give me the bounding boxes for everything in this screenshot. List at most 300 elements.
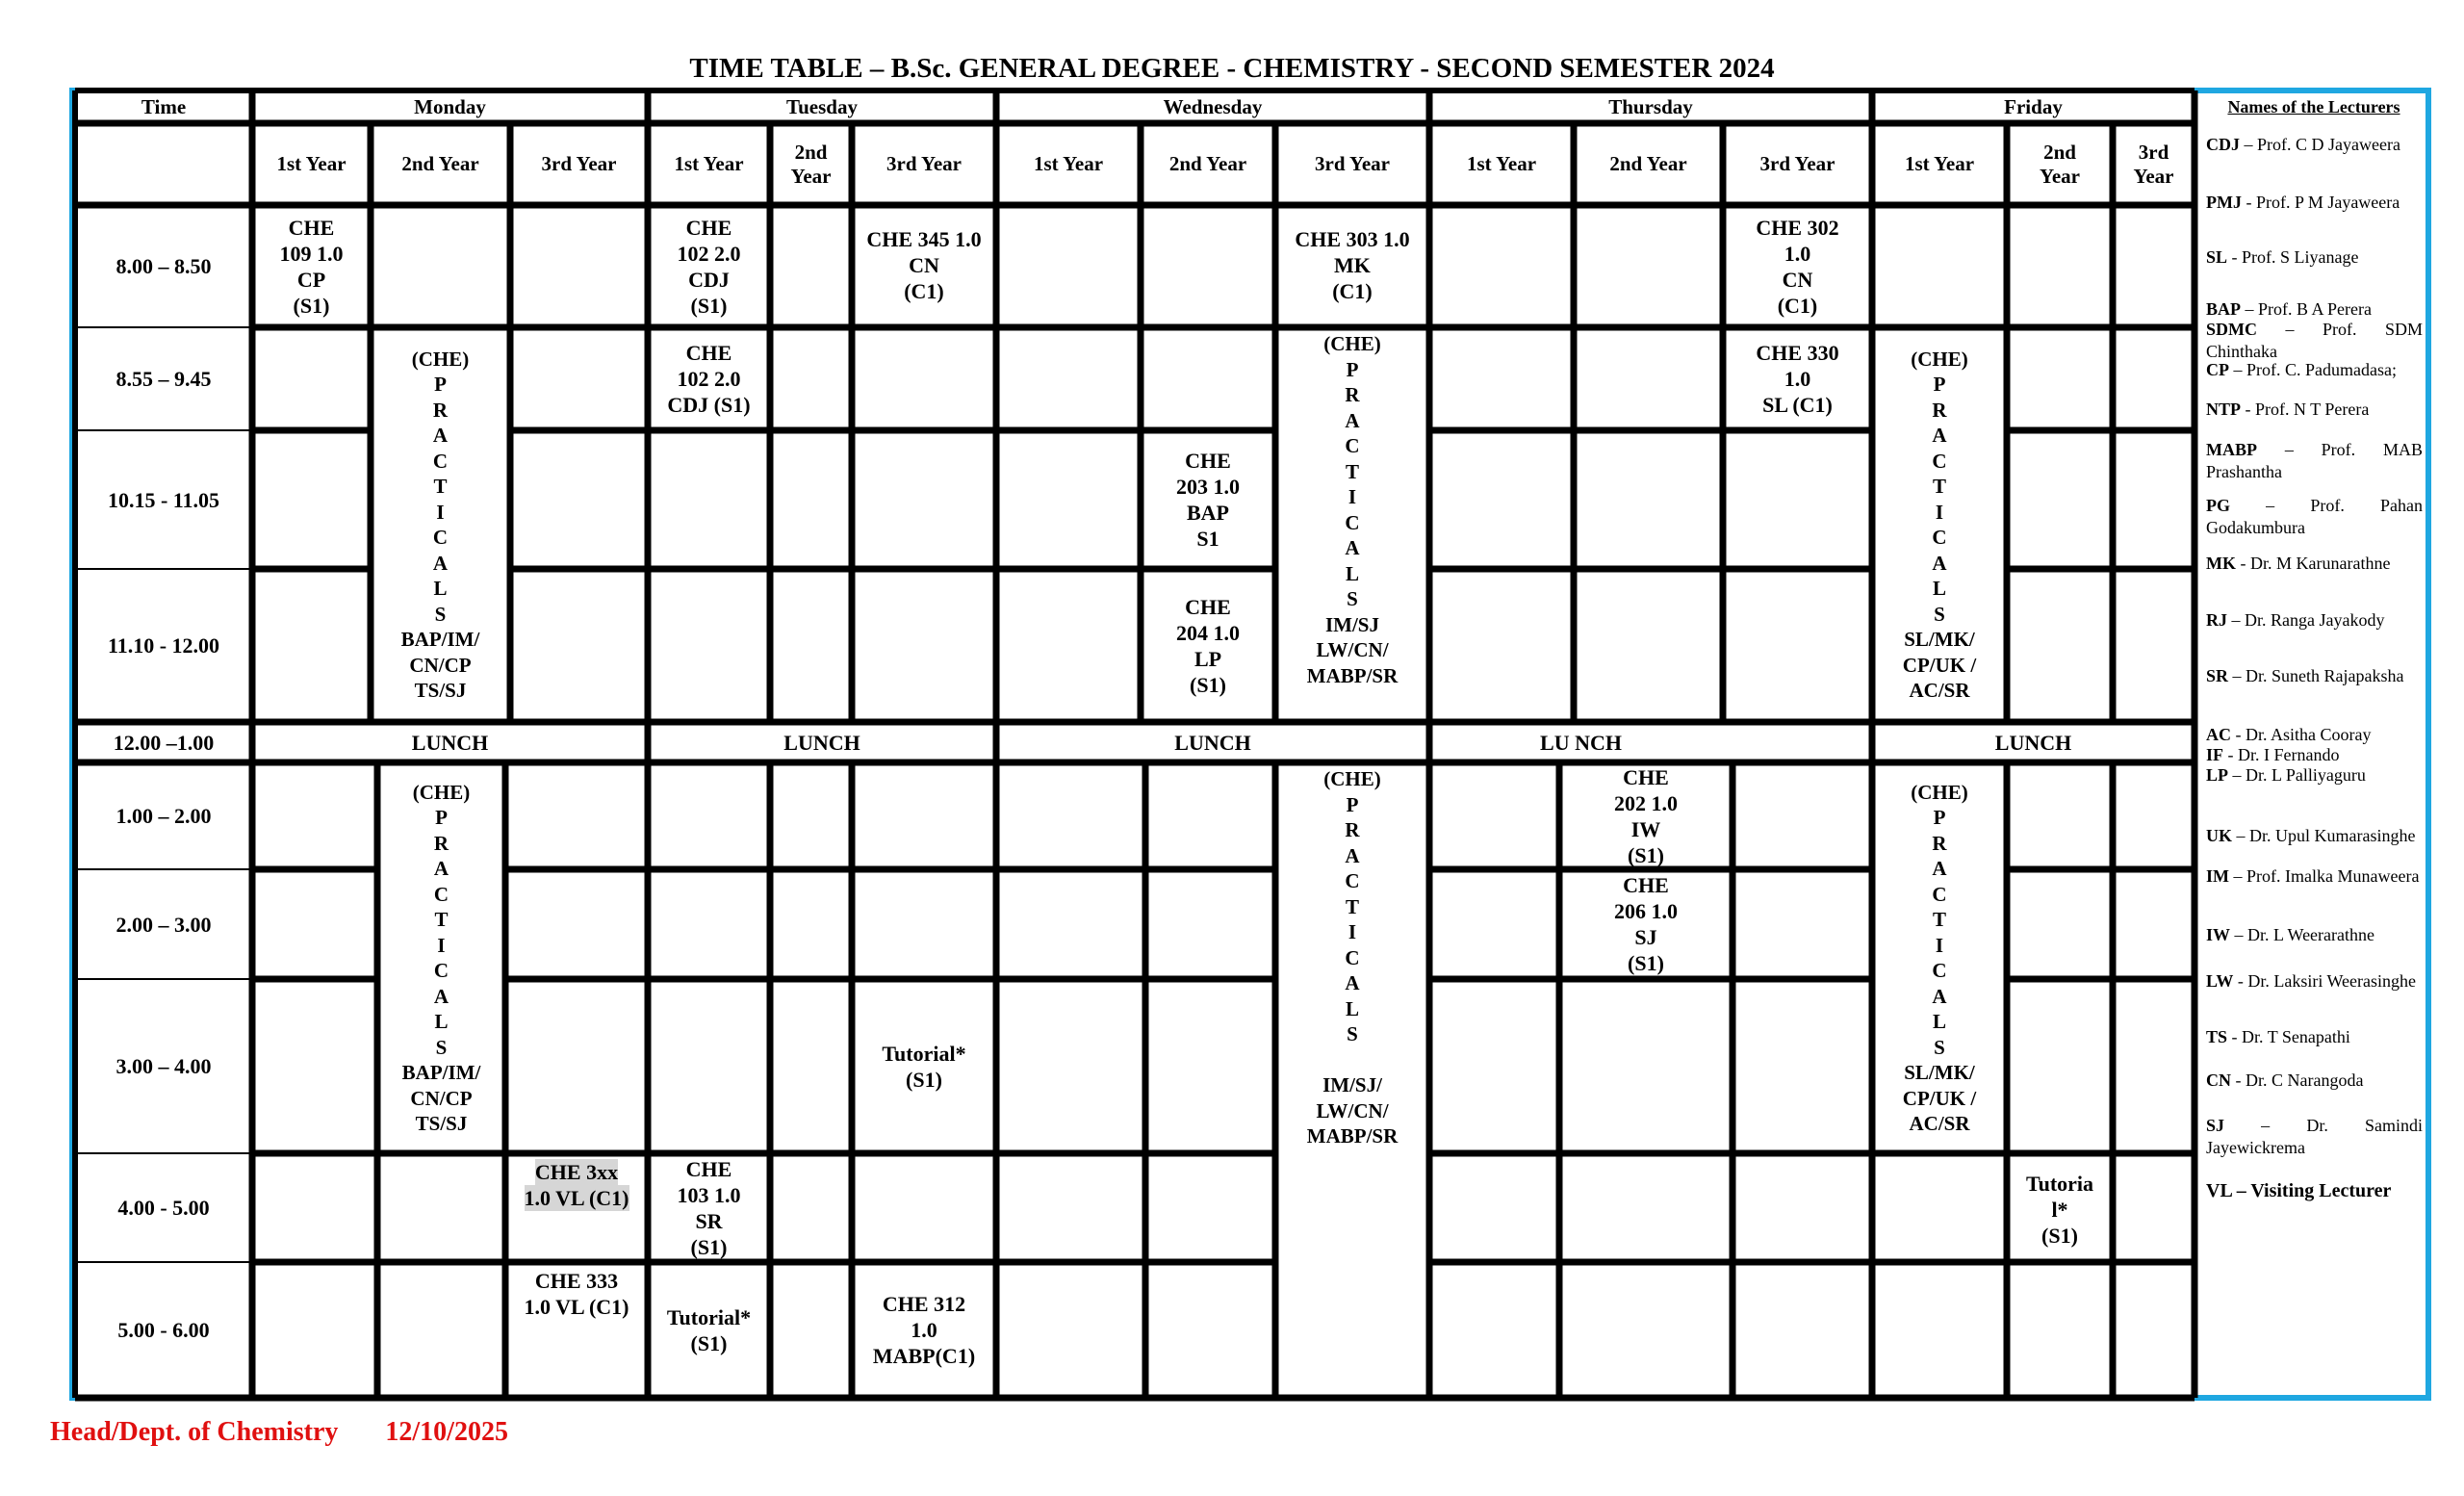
practicals-text: C: [1345, 510, 1360, 534]
lecturer-name: – Dr. Ranga Jayakody: [2227, 610, 2385, 630]
class-text: CHE: [1185, 449, 1231, 473]
lecturer-code: MK: [2206, 554, 2236, 573]
class-text: CDJ: [688, 267, 730, 292]
practicals-text: T: [434, 908, 449, 931]
class-cell: [648, 327, 770, 430]
class-text: 103 1.0: [677, 1182, 741, 1207]
day-header-mon: [252, 90, 648, 123]
practicals-text: C: [432, 449, 449, 473]
practicals-text: P: [1933, 373, 1946, 396]
class-text: (C1): [904, 279, 944, 303]
time-slot-label: [75, 979, 252, 1153]
lecturer-entry: [2206, 1026, 2423, 1048]
lecturer-code: CP: [2206, 360, 2229, 379]
lecturer-entry: [2206, 399, 2423, 421]
practicals-text: T: [1345, 894, 1359, 918]
practicals-text: AC/SR: [1909, 679, 1970, 702]
lecturer-entry: [2206, 970, 2423, 993]
class-cell: [648, 1153, 770, 1262]
class-text: 102 2.0: [677, 367, 741, 391]
day-header-label: Monday: [414, 94, 486, 118]
practicals-text: I: [1935, 500, 1944, 524]
time-slot-text: 11.10 - 12.00: [107, 633, 220, 658]
practicals-text: A: [432, 551, 449, 575]
practicals-block-mon: [377, 762, 505, 1153]
class-cell: [1275, 205, 1429, 327]
lunch-cell-wed: [996, 722, 1429, 762]
class-text: CHE: [1623, 764, 1669, 789]
practicals-text: MABP/SR: [1306, 663, 1399, 687]
practicals-text: A: [433, 857, 449, 880]
lecturer-entry: [2206, 319, 2423, 363]
practicals-text: SL/MK/: [1904, 628, 1975, 651]
lecturer-code: UK: [2206, 826, 2232, 845]
class-cell: [252, 205, 371, 327]
practicals-text: L: [1345, 996, 1359, 1020]
lecturer-name: – Dr. L Palliyaguru: [2228, 765, 2366, 785]
lecturer-entry: [2206, 553, 2423, 575]
lecturer-name: - Prof. S Liyanage: [2227, 247, 2359, 267]
lecturer-name: - Dr. I Fernando: [2223, 745, 2340, 764]
practicals-text: L: [433, 577, 448, 600]
practicals-text: I: [436, 500, 445, 524]
practicals-text: AC/SR: [1909, 1112, 1970, 1135]
lecturer-name: – Dr. Upul Kumarasinghe: [2232, 826, 2416, 845]
class-text: (S1): [906, 1067, 942, 1092]
class-text: BAP: [1187, 501, 1229, 525]
practicals-text: C: [1932, 882, 1947, 906]
class-text: CHE 312: [882, 1292, 966, 1316]
lunch-label: LUNCH: [783, 730, 860, 755]
lecturer-code: LP: [2206, 765, 2229, 785]
class-cell: [852, 979, 996, 1153]
class-cell: [852, 1262, 996, 1398]
practicals-text: T: [1932, 908, 1946, 931]
practicals-text: C: [1932, 959, 1947, 982]
footer-signature-label: Head/Dept. of Chemistry: [50, 1417, 339, 1447]
lecturer-entry: [2206, 495, 2423, 539]
lecturer-name: - Dr. M Karunarathne: [2236, 554, 2391, 573]
practicals-text: R: [433, 831, 449, 855]
year-header: [2007, 123, 2113, 205]
class-text: 102 2.0: [677, 241, 741, 266]
practicals-text: A: [1932, 424, 1947, 447]
time-slot-label: [75, 869, 252, 979]
practicals-text: I: [437, 933, 446, 957]
class-text: SL (C1): [1762, 393, 1833, 417]
time-slot-text: 1.00 – 2.00: [116, 804, 212, 828]
class-text: (S1): [1628, 842, 1664, 867]
practicals-text: TS/SJ: [414, 679, 467, 702]
class-text: 109 1.0: [279, 241, 344, 266]
time-slot-text: 5.00 - 6.00: [117, 1318, 210, 1342]
practicals-text: A: [1932, 984, 1947, 1008]
year-header-label: 2nd: [2043, 140, 2076, 164]
practicals-text: (CHE): [412, 780, 471, 804]
day-header-thu: [1429, 90, 1872, 123]
practicals-text: (CHE): [411, 347, 470, 371]
practicals-text: CP/UK /: [1902, 653, 1977, 677]
footer-signature: [50, 1417, 549, 1448]
lecturer-code: RJ: [2206, 610, 2227, 630]
lecturer-name: – Prof. B A Perera: [2241, 299, 2372, 319]
practicals-text: (CHE): [1323, 767, 1381, 790]
lecturer-name: – Prof. SDM Chinthaka: [2206, 320, 2423, 361]
practicals-text: CN/CP: [410, 1086, 473, 1110]
practicals-text: A: [433, 984, 449, 1008]
year-header: [852, 123, 996, 205]
year-header-label: 2nd Year: [1609, 152, 1687, 175]
lecturer-name: – Dr. Samindi Jayewickrema: [2206, 1116, 2423, 1157]
practicals-text: MABP/SR: [1306, 1124, 1399, 1148]
lecturer-entry: [2206, 724, 2423, 746]
class-cell: [648, 1262, 770, 1398]
year-header-label: 3rd Year: [1315, 152, 1390, 175]
page-title: TIME TABLE – B.Sc. GENERAL DEGREE - CHEMISTRY - SECOND SEMESTER 2024: [689, 53, 1775, 84]
lecturer-name: – Prof. Imalka Munaweera: [2229, 866, 2420, 886]
class-text: 1.0: [911, 1318, 937, 1342]
day-header-label: Friday: [2004, 94, 2063, 118]
class-text: Tutoria: [2025, 1172, 2094, 1196]
time-slot-label: [75, 1153, 252, 1262]
class-text: CHE 333: [534, 1269, 619, 1293]
practicals-block-wed: [1275, 327, 1429, 722]
practicals-text: S: [1347, 1022, 1358, 1045]
class-text: Tutorial*: [882, 1041, 966, 1066]
lecturer-entry: [2206, 246, 2423, 269]
lecturer-code: SL: [2206, 247, 2228, 267]
class-text: CN: [909, 253, 939, 277]
class-text: (S1): [690, 1234, 728, 1259]
time-slot-label: [75, 722, 252, 762]
lecturer-name: - Dr. C Narangoda: [2231, 1070, 2364, 1090]
class-text: (S1): [690, 1330, 728, 1355]
class-cell: [2007, 1153, 2113, 1262]
lunch-label: LU NCH: [1540, 730, 1622, 755]
lecturer-code: VL: [2206, 1180, 2232, 1201]
class-cell: [505, 1153, 648, 1262]
practicals-text: IM/SJ: [1324, 612, 1379, 636]
class-text: (S1): [1628, 951, 1664, 975]
practicals-text: L: [1932, 577, 1946, 600]
practicals-text: CP/UK /: [1902, 1086, 1977, 1110]
class-text: SR: [695, 1208, 723, 1233]
class-text: CHE: [1623, 873, 1669, 897]
practicals-text: C: [433, 959, 449, 982]
practicals-text: I: [1348, 920, 1357, 943]
practicals-text: C: [1345, 434, 1360, 457]
practicals-text: C: [433, 882, 449, 906]
practicals-text: A: [1932, 551, 1947, 575]
year-header: [770, 123, 852, 205]
lecturer-name: - Dr. T Senapathi: [2227, 1027, 2350, 1046]
year-header-label: 3rd Year: [541, 152, 617, 175]
lecturer-entry: [2206, 744, 2423, 766]
class-text: 1.0: [1784, 241, 1811, 266]
lecturer-name: – Visiting Lecturer: [2231, 1180, 2392, 1201]
class-text: CN: [1782, 267, 1813, 292]
lecturer-entry: [2206, 439, 2423, 483]
lecturer-code: LW: [2206, 971, 2234, 991]
lecturer-code: TS: [2206, 1027, 2228, 1046]
practicals-text: C: [1932, 449, 1947, 473]
year-header-label: 1st Year: [1904, 152, 1975, 175]
year-header-label: 3rd Year: [886, 152, 962, 175]
class-text: l*: [2051, 1198, 2068, 1222]
class-text: S1: [1196, 527, 1219, 551]
lecturer-code: IW: [2206, 925, 2231, 944]
lecturer-entry: [2206, 764, 2423, 787]
lecturer-code: CN: [2206, 1070, 2231, 1090]
lecturer-name: - Dr. Asitha Cooray: [2231, 725, 2372, 744]
year-header: [1429, 123, 1574, 205]
lecturer-entry: [2206, 609, 2423, 632]
practicals-text: S: [1934, 602, 1945, 626]
year-header-label: 2nd Year: [1168, 152, 1247, 175]
practicals-text: I: [1935, 933, 1944, 957]
practicals-text: P: [1346, 792, 1359, 816]
practicals-text: (CHE): [1911, 780, 1968, 804]
year-header: [648, 123, 770, 205]
class-text: Tutorial*: [666, 1304, 752, 1329]
lunch-cell-mon: [252, 722, 648, 762]
lecturer-code: SJ: [2206, 1116, 2225, 1135]
year-header: [2113, 123, 2194, 205]
footer-date: 12/10/2025: [385, 1417, 508, 1447]
lecturer-code: AC: [2206, 725, 2231, 744]
year-header-label: Year: [790, 164, 832, 188]
time-slot-label: [75, 762, 252, 869]
class-text: 206 1.0: [1614, 899, 1678, 923]
practicals-text: R: [1345, 818, 1360, 841]
lunch-label: LUNCH: [1994, 730, 2072, 755]
practicals-text: A: [1345, 408, 1360, 432]
practicals-text: S: [434, 602, 447, 626]
practicals-text: R: [1932, 398, 1947, 422]
practicals-text: LW/CN/: [1316, 638, 1389, 661]
lecturer-code: SDMC: [2206, 320, 2257, 339]
class-text: CHE: [685, 215, 732, 240]
class-cell: [1141, 569, 1275, 722]
practicals-text: (CHE): [1911, 347, 1968, 371]
time-header-label: Time: [141, 94, 187, 118]
practicals-text: I: [1348, 485, 1357, 508]
lecturer-name: - Dr. Laksiri Weerasinghe: [2233, 971, 2417, 991]
lecturer-entry: [2206, 134, 2423, 156]
class-text: SJ: [1634, 925, 1657, 949]
year-header: [1574, 123, 1723, 205]
lecturer-name: – Dr. Suneth Rajapaksha: [2228, 666, 2404, 685]
class-text: 1.0: [1784, 367, 1811, 391]
year-header-label: 1st Year: [1033, 152, 1104, 175]
lecturer-entry: [2206, 298, 2423, 321]
day-header-label: Tuesday: [786, 94, 858, 118]
lecturer-code: IF: [2206, 745, 2223, 764]
class-text: (S1): [1190, 672, 1226, 697]
practicals-block-fri: [1872, 762, 2007, 1153]
practicals-text: S: [435, 1035, 448, 1059]
practicals-text: LW/CN/: [1316, 1098, 1389, 1122]
lunch-label: LUNCH: [411, 730, 489, 755]
lecturer-entry: [2206, 1180, 2423, 1202]
lecturer-code: IM: [2206, 866, 2229, 886]
practicals-text: IM/SJ/: [1322, 1073, 1382, 1096]
lecturer-entry: [2206, 665, 2423, 687]
practicals-text: TS/SJ: [415, 1112, 468, 1135]
practicals-text: T: [433, 475, 448, 498]
practicals-text: C: [432, 526, 449, 549]
practicals-text: BAP/IM/: [400, 628, 480, 651]
day-header-label: Wednesday: [1163, 94, 1263, 118]
lecturer-code: PG: [2206, 496, 2230, 515]
year-header: [1275, 123, 1429, 205]
class-cell: [1141, 430, 1275, 569]
lecturer-code: PMJ: [2206, 193, 2242, 212]
class-cell: [1723, 205, 1872, 327]
lecturer-entry: [2206, 1115, 2423, 1159]
lecturer-entry: [2206, 825, 2423, 847]
class-text: CHE 345 1.0: [866, 227, 982, 251]
practicals-text: T: [1932, 475, 1946, 498]
class-text: CHE: [685, 1156, 732, 1181]
lecturer-entry: [2206, 359, 2423, 381]
year-header-label: 2nd: [794, 140, 828, 164]
practicals-text: [1349, 1047, 1354, 1073]
year-header: [1141, 123, 1275, 205]
practicals-text: A: [432, 424, 449, 447]
lecturer-name: - Prof. N T Perera: [2241, 400, 2370, 419]
practicals-text: P: [1933, 806, 1946, 829]
practicals-block-fri: [1872, 327, 2007, 722]
day-header-wed: [996, 90, 1429, 123]
practicals-text: L: [1932, 1010, 1946, 1033]
year-header-label: 1st Year: [1466, 152, 1537, 175]
class-cell: [1559, 869, 1732, 979]
class-text: (S1): [690, 293, 728, 318]
day-header-fri: [1872, 90, 2194, 123]
lecturer-code: BAP: [2206, 299, 2241, 319]
class-text: IW: [1630, 816, 1661, 841]
lunch-cell-tue: [648, 722, 996, 762]
time-slot-text: 10.15 - 11.05: [107, 487, 220, 512]
lecturer-code: NTP: [2206, 400, 2241, 419]
practicals-block-mon: [371, 327, 510, 722]
time-slot-text: 8.55 – 9.45: [116, 367, 212, 391]
class-text: 204 1.0: [1176, 620, 1240, 645]
time-slot-label: [75, 569, 252, 722]
class-text: (C1): [1332, 279, 1373, 303]
class-cell: [1559, 762, 1732, 869]
year-header-label: 1st Year: [674, 152, 744, 175]
time-slot-label: [75, 327, 252, 430]
class-text: CHE 302: [1756, 215, 1839, 240]
practicals-text: C: [1345, 945, 1360, 969]
practicals-text: R: [432, 398, 449, 422]
lecturer-names-title: Names of the Lecturers: [2227, 97, 2400, 116]
class-text: 1.0 VL (C1): [524, 1295, 629, 1319]
year-header-label: Year: [2133, 164, 2174, 188]
class-text: 202 1.0: [1614, 790, 1678, 815]
class-text: CP: [296, 267, 326, 292]
year-header: [1723, 123, 1872, 205]
practicals-text: A: [1345, 843, 1360, 867]
practicals-text: (CHE): [1323, 332, 1381, 355]
year-header: [1872, 123, 2007, 205]
time-slot-label: [75, 205, 252, 327]
practicals-text: CN/CP: [409, 653, 472, 677]
lunch-cell-thu: [1429, 722, 1732, 762]
year-header-label: 2nd Year: [401, 152, 479, 175]
lunch-cell-fri: [1872, 722, 2194, 762]
year-header-label: 3rd Year: [1759, 152, 1835, 175]
practicals-text: BAP/IM/: [401, 1061, 481, 1084]
practicals-text: S: [1347, 587, 1358, 610]
year-header: [996, 123, 1141, 205]
class-cell: [1723, 327, 1872, 430]
lecturer-name: - Prof. P M Jayaweera: [2241, 193, 2400, 212]
lecturer-code: SR: [2206, 666, 2229, 685]
day-header-label: Thursday: [1608, 94, 1693, 118]
class-text: CHE: [1185, 594, 1231, 619]
time-slot-text: 8.00 – 8.50: [116, 254, 212, 278]
year-header-label: 1st Year: [276, 152, 346, 175]
lecturer-entry: [2206, 192, 2423, 214]
practicals-text: C: [1345, 869, 1360, 892]
practicals-text: A: [1932, 857, 1947, 880]
class-text: CHE: [288, 215, 335, 240]
practicals-block-wed: [1275, 762, 1429, 1398]
lunch-label: LUNCH: [1174, 730, 1251, 755]
class-text: (C1): [1777, 293, 1818, 318]
lecturer-entry: [2206, 924, 2423, 946]
highlighted-class-text: 1.0 VL (C1): [524, 1186, 629, 1210]
class-text: CHE: [685, 341, 732, 365]
lecturer-name: – Prof. Pahan Godakumbura: [2206, 496, 2423, 537]
year-header: [252, 123, 371, 205]
practicals-text: L: [434, 1010, 449, 1033]
class-text: (S1): [293, 293, 330, 318]
time-slot-label: [75, 1262, 252, 1398]
lecturer-code: MABP: [2206, 440, 2257, 459]
practicals-text: A: [1345, 536, 1360, 559]
class-cell: [648, 205, 770, 327]
class-text: MK: [1334, 253, 1371, 277]
practicals-text: P: [435, 806, 448, 829]
practicals-text: T: [1345, 459, 1359, 483]
highlighted-class-text: CHE 3xx: [534, 1160, 619, 1184]
day-header-tue: [648, 90, 996, 123]
lecturer-code: CDJ: [2206, 135, 2240, 154]
class-cell: [505, 1262, 648, 1398]
practicals-text: A: [1345, 971, 1360, 994]
class-text: CDJ (S1): [667, 393, 751, 417]
class-text: CHE 330: [1756, 341, 1839, 365]
lecturer-entry: [2206, 865, 2423, 888]
lecturer-name: – Dr. L Weerarathne: [2230, 925, 2375, 944]
practicals-text: C: [1932, 526, 1947, 549]
practicals-text: R: [1345, 383, 1360, 406]
lecturer-name: – Prof. C. Padumadasa;: [2229, 360, 2397, 379]
class-text: LP: [1194, 646, 1222, 671]
year-header-label: 3rd: [2138, 140, 2169, 164]
practicals-text: SL/MK/: [1904, 1061, 1975, 1084]
time-slot-text: 3.00 – 4.00: [116, 1054, 212, 1078]
lecturer-name: – Prof. MAB Prashantha: [2206, 440, 2423, 481]
lecturer-name: – Prof. C D Jayaweera: [2240, 135, 2400, 154]
time-slot-label: [75, 430, 252, 569]
class-text: CHE 303 1.0: [1295, 227, 1410, 251]
year-header-label: Year: [2040, 164, 2080, 188]
